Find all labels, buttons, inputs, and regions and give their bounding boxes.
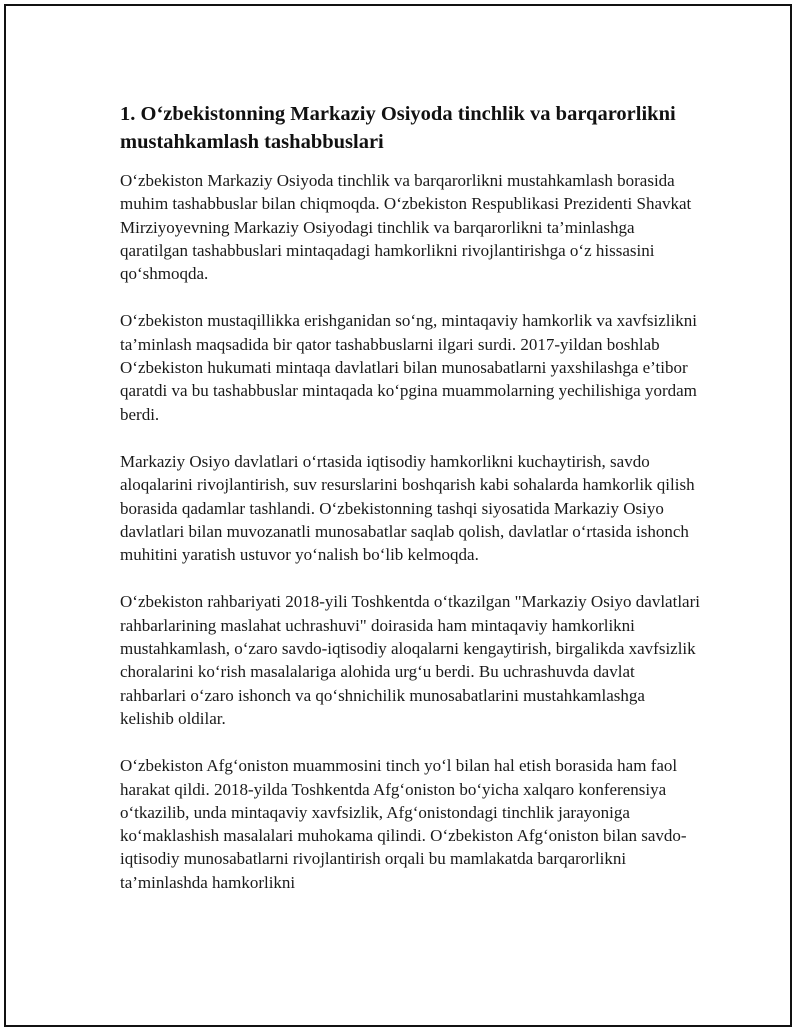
paragraph-3: Markaziy Osiyo davlatlari o‘rtasida iqtisodiy hamkorlikni kuchaytirish, savdo aloqalarini rivojlantirish, suv resurslarini boshqarish kabi sohalarda hamkorlik qilish borasida qadamlar tashlandi. O‘zbekistonning tashqi siyosatida Markaziy Osiyo davlatlari bilan muvozanatli munosabatlar saqlab qolish, davlatlar o‘rtasida ishonch muhitini yaratish ustuvor yo‘nalish bo‘lib kelmoqda. [120, 451, 695, 565]
document-body [120, 100, 700, 894]
paragraph-2: O‘zbekiston mustaqillikka erishganidan so‘ng, mintaqaviy hamkorlik va xavfsizlikni ta’minlash maqsadida bir qator tashabbuslarni ilgari surdi. 2017-yildan boshlab O‘zbekiston hukumati mintaqa davlatlari bilan munosabatlarni yaxshilashga e’tibor qaratdi va bu tashabbuslar mintaqada ko‘pgina muammolarning yechilishiga yordam berdi. [120, 311, 697, 424]
paragraph-4: O‘zbekiston rahbariyati 2018-yili Toshkentda o‘tkazilgan "Markaziy Osiyo davlatlari rahbarlarining maslahat uchrashuvi" doirasida ham mintaqaviy hamkorlikni mustahkamlash, o‘zaro savdo-iqtisodiy aloqalarni kengaytirish, birgalikda xavfsizlik choralarini ko‘rish masalalariga alohida urg‘u berdi. Bu uchrashuvda davlat rahbarlari o‘zaro ishonch va qo‘shnichilik munosabatlarini mustahkamlashga kelishib oldilar. [120, 592, 700, 728]
page-frame [4, 4, 792, 1027]
paragraph-1: O‘zbekiston Markaziy Osiyoda tinchlik va barqarorlikni mustahkamlash borasida muhim tashabbuslar bilan chiqmoqda. O‘zbekiston Respublikasi Prezidenti Shavkat Mirziyoyevning Markaziy Osiyodagi tinchlik va barqarorlikni ta’minlashga qaratilgan tashabbuslari mintaqadagi hamkorlikni rivojlantirishga o‘z hissasini qo‘shmoqda. [120, 171, 692, 284]
paragraph-5: O‘zbekiston Afg‘oniston muammosini tinch yo‘l bilan hal etish borasida ham faol harakat qildi. 2018-yilda Toshkentda Afg‘oniston bo‘yicha xalqaro konferensiya o‘tkazilib, unda mintaqaviy xavfsizlik, Afg‘onistondagi tinchlik jarayoniga ko‘maklashish masalalari muhokama qilindi. O‘zbekiston Afg‘oniston bilan savdo-iqtisodiy munosabatlarni rivojlantirish orqali bu mamlakatda barqarorlikni ta’minlashda hamkorlikni [120, 756, 687, 892]
section-title: 1. O‘zbekistonning Markaziy Osiyoda tinchlik va barqarorlikni mustahkamlash tashabbuslari [120, 103, 676, 153]
